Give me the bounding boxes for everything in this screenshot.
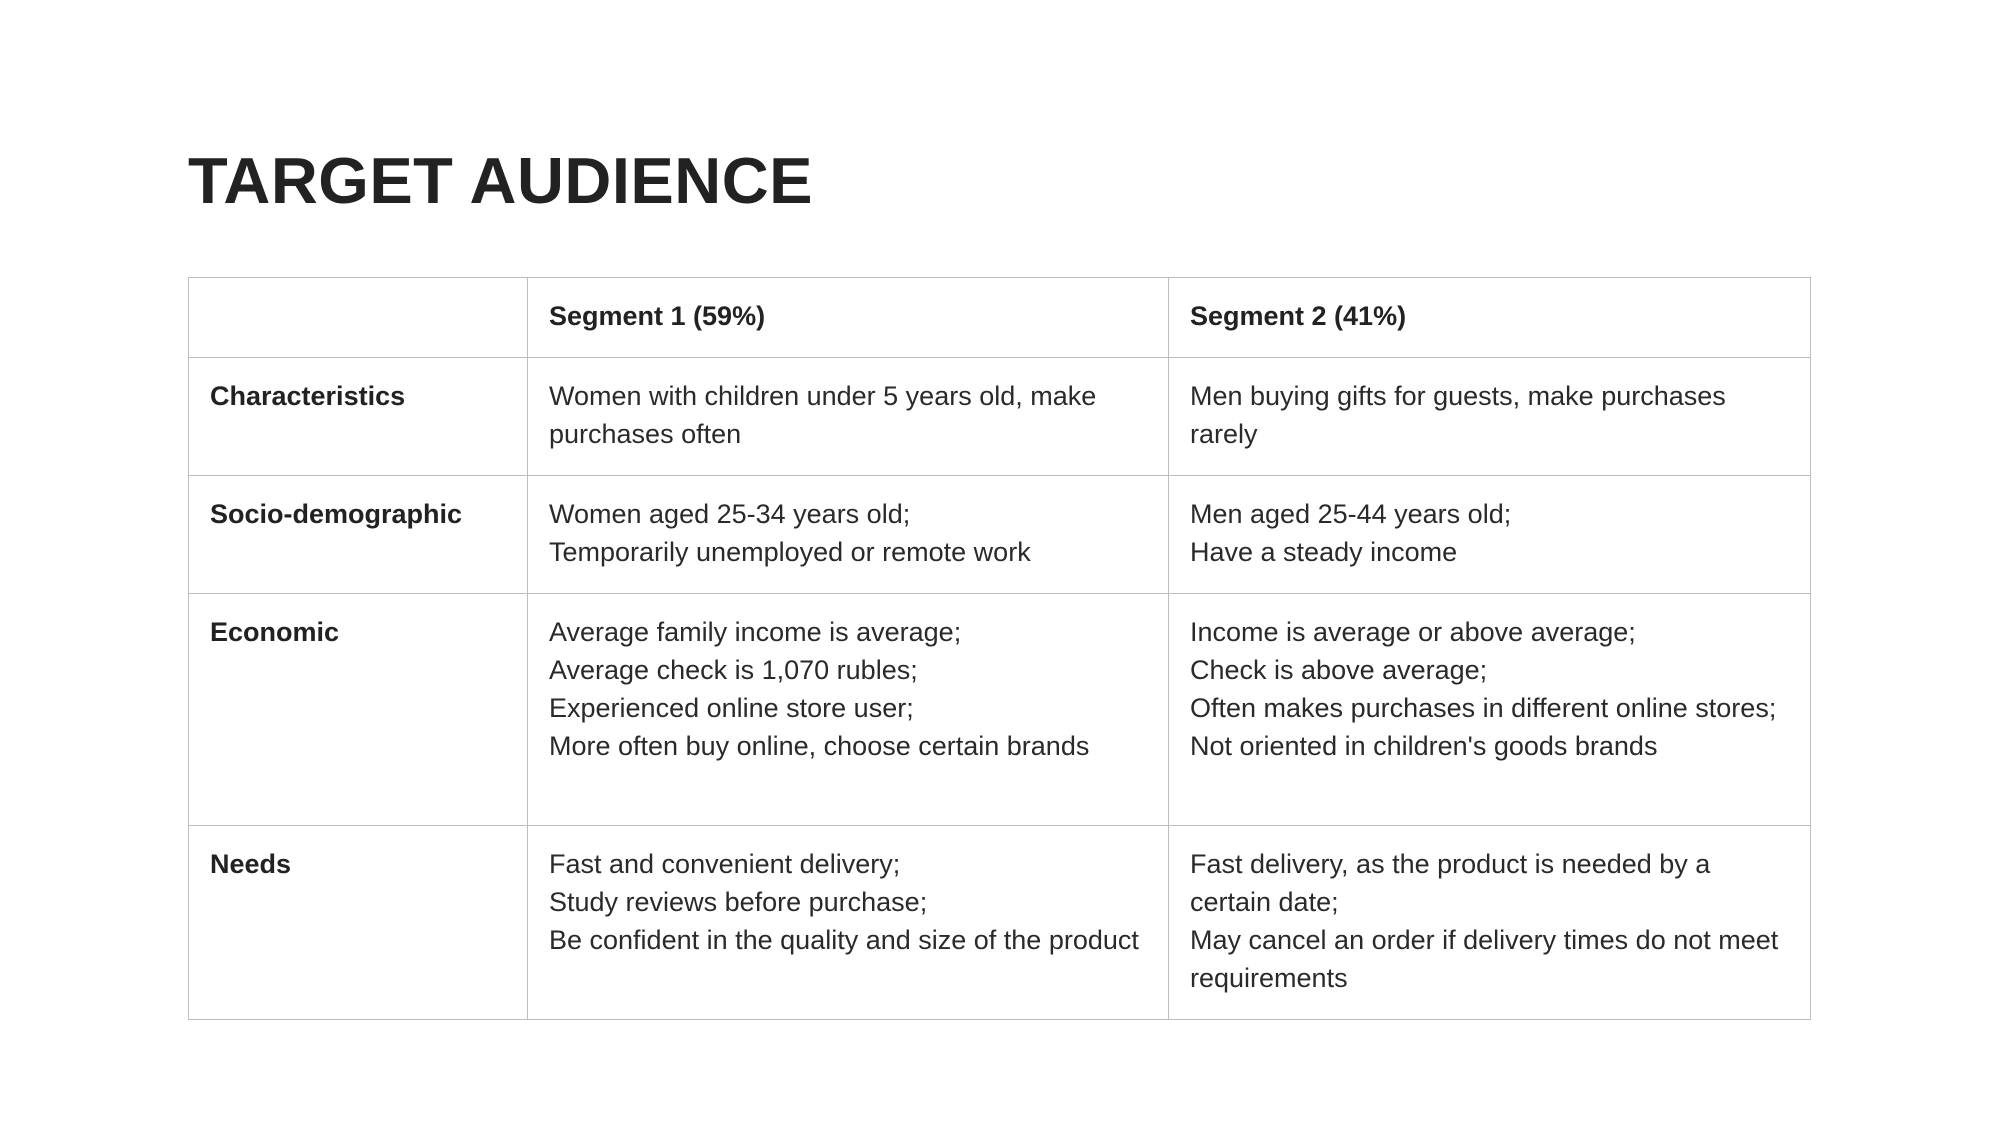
cell-line: Often makes purchases in different online stores; <box>1190 693 1777 723</box>
segment-1-cell <box>528 358 1169 476</box>
cell-line: More often buy online, choose certain brands <box>549 731 1090 761</box>
cell-line: Men buying gifts for guests, make purchases rarely <box>1190 381 1726 449</box>
header-cell-empty <box>189 278 528 358</box>
table-row <box>189 476 1811 594</box>
table-row <box>189 826 1811 1020</box>
table-row <box>189 358 1811 476</box>
cell-line: Fast delivery, as the product is needed by a certain date; <box>1190 849 1711 917</box>
segment-1-cell <box>528 594 1169 826</box>
cell-line: Fast and convenient delivery; <box>549 849 901 879</box>
row-label-socio-demographic: Socio-demographic <box>189 476 528 594</box>
segment-2-cell <box>1169 358 1811 476</box>
cell-line: May cancel an order if delivery times do not meet requirements <box>1190 925 1779 993</box>
cell-line: Not oriented in children's goods brands <box>1190 731 1658 761</box>
header-cell-segment-1: Segment 1 (59%) <box>528 278 1169 358</box>
cell-line: Women with children under 5 years old, make purchases often <box>549 381 1097 449</box>
row-label-characteristics: Characteristics <box>189 358 528 476</box>
target-audience-table <box>188 277 1811 1020</box>
segment-2-cell <box>1169 826 1811 1020</box>
cell-line: Be confident in the quality and size of the product <box>549 925 1139 955</box>
cell-line: Study reviews before purchase; <box>549 887 928 917</box>
row-label-needs: Needs <box>189 826 528 1020</box>
segment-2-cell <box>1169 476 1811 594</box>
cell-line: Average check is 1,070 rubles; <box>549 655 918 685</box>
header-cell-segment-2: Segment 2 (41%) <box>1169 278 1811 358</box>
cell-line: Temporarily unemployed or remote work <box>549 537 1031 567</box>
segment-1-cell <box>528 476 1169 594</box>
cell-line: Have a steady income <box>1190 537 1458 567</box>
cell-line: Men aged 25-44 years old; <box>1190 499 1512 529</box>
row-label-economic: Economic <box>189 594 528 826</box>
table-row <box>189 594 1811 826</box>
page-title: TARGET AUDIENCE <box>188 144 813 217</box>
cell-line: Income is average or above average; <box>1190 617 1636 647</box>
cell-line: Check is above average; <box>1190 655 1488 685</box>
cell-line: Experienced online store user; <box>549 693 914 723</box>
segment-1-cell <box>528 826 1169 1020</box>
cell-line: Women aged 25-34 years old; <box>549 499 911 529</box>
cell-line: Average family income is average; <box>549 617 962 647</box>
segment-2-cell <box>1169 594 1811 826</box>
table-header-row <box>189 278 1811 358</box>
